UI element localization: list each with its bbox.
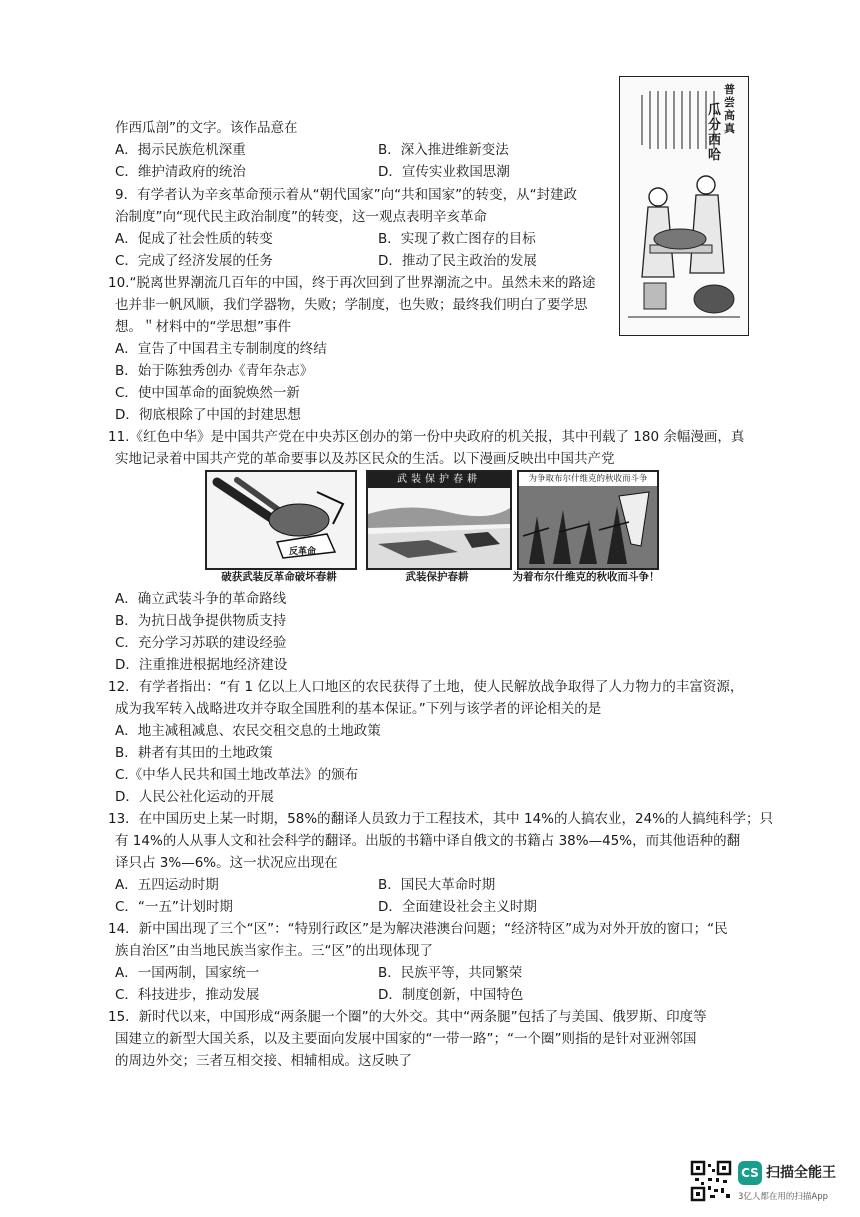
q10-stem-line-2: 也并非一帆风顺，我们学器物，失败；学制度，也失败；最终我们明白了要学思: [115, 297, 588, 313]
q9-option-c[interactable]: C．完成了经济发展的任务: [115, 253, 273, 269]
q14-option-a[interactable]: A．一国两制，国家统一: [115, 965, 260, 981]
q13-stem-line-3: 译只占 3%—6%。这一状况应出现在: [115, 855, 338, 871]
q13-option-a[interactable]: A．五四运动时期: [115, 877, 219, 893]
q11-cartoon-1: [205, 470, 357, 570]
q14-option-c[interactable]: C．科技进步，推动发展: [115, 987, 260, 1003]
qr-code-icon: [690, 1160, 732, 1202]
cartoon-1-drawing: [207, 472, 355, 568]
q11-option-a[interactable]: A．确立武装斗争的革命路线: [115, 591, 287, 607]
q12-stem-line-1: 12．有学者指出：“有 1 亿以上人口地区的农民获得了土地，使人民解放战争取得了人力物力的丰富资源，: [108, 679, 744, 695]
q8-figure-header: 普尝高真: [724, 83, 735, 135]
q11-cartoon-3: [517, 470, 659, 570]
q13-option-b[interactable]: B．国民大革命时期: [378, 877, 496, 893]
camscanner-logo-icon: [738, 1161, 762, 1185]
q13-stem-line-1: 13．在中国历史上某一时期，58%的翻译人员致力于工程技术，其中 14%的人搞农业，24%的人搞纯科学；只: [108, 811, 773, 827]
q11-cartoon-1-caption: 破获武装反革命破坏春耕: [221, 571, 337, 583]
q10-stem-line-3: 想。＂材料中的“学思想”事件: [115, 319, 291, 335]
q14-stem-line-1: 14．新中国出现了三个“区”：“特别行政区”是为解决港澳台问题；“经济特区”成为对外开放的窗口；“民: [108, 921, 728, 937]
q15-stem-line-2: 国建立的新型大国关系，以及主要面向发展中国家的“一带一路”；“一个圈”则指的是针对亚洲邻国: [115, 1031, 697, 1047]
q11-option-d[interactable]: D．注重推进根据地经济建设: [115, 657, 288, 673]
q10-option-d[interactable]: D．彻底根除了中国的封建思想: [115, 407, 301, 423]
q12-option-a[interactable]: A．地主减租减息、农民交租交息的土地政策: [115, 723, 381, 739]
q10-option-c[interactable]: C．使中国革命的面貌焕然一新: [115, 385, 300, 401]
q11-option-c[interactable]: C．充分学习苏联的建设经验: [115, 635, 287, 651]
q10-stem-line-1: 10.“脱离世界潮流几百年的中国，终于再次回到了世界潮流之中。虽然未来的路途: [108, 275, 596, 291]
footer-tagline: 3亿人都在用的扫描App: [738, 1192, 829, 1202]
q9-option-d[interactable]: D．推动了民主政治的发展: [378, 253, 537, 269]
q8-watermelon-illustration: [619, 76, 749, 336]
q12-stem-line-2: 成为我军转入战略进攻并夺取全国胜利的基本保证。”下列与该学者的评论相关的是: [115, 701, 602, 717]
q12-option-d[interactable]: D．人民公社化运动的开展: [115, 789, 274, 805]
q10-option-b[interactable]: B．始于陈独秀创办《青年杂志》: [115, 363, 314, 379]
q9-stem-line-1: 9．有学者认为辛亥革命预示着从“朝代国家”向“共和国家”的转变，从“封建政: [115, 187, 578, 203]
q14-option-b[interactable]: B．民族平等，共同繁荣: [378, 965, 523, 981]
cartoon-3-header: 为争取布尔什维克的秋收而斗争: [519, 472, 657, 486]
cartoon-1-inner-label: 反革命: [289, 547, 317, 557]
cartoon-2-drawing: [368, 488, 510, 568]
q8-figure-title: 瓜分西哈: [708, 103, 722, 163]
q14-stem-line-2: 族自治区”由当地民族当家作主。三“区”的出现体现了: [115, 943, 433, 959]
q9-option-a[interactable]: A．促成了社会性质的转变: [115, 231, 273, 247]
q13-stem-line-2: 有 14%的人从事人文和社会科学的翻译。出版的书籍中译自俄文的书籍占 38%—45%，而其他语种的翻: [115, 833, 741, 849]
q11-cartoon-2-caption: 武装保护春耕: [405, 571, 469, 583]
q11-stem-line-2: 实地记录着中国共产党的革命要事以及苏区民众的生活。以下漫画反映出中国共产党: [115, 451, 615, 467]
q11-cartoon-3-caption: 为着布尔什维克的秋收而斗争！: [512, 571, 660, 583]
cartoon-2-header: 武装保护春耕: [368, 472, 510, 488]
cartoon-3-drawing: [519, 486, 657, 568]
q12-option-c[interactable]: C.《中华人民共和国土地改革法》的颁布: [115, 767, 359, 783]
q15-stem-line-3: 的周边外交；三者互相交接、相辅相成。这反映了: [115, 1053, 412, 1069]
q10-option-a[interactable]: A．宣告了中国君主专制制度的终结: [115, 341, 327, 357]
footer-brand-name: 扫描全能王: [766, 1165, 836, 1181]
q12-option-b[interactable]: B．耕者有其田的土地政策: [115, 745, 273, 761]
q14-option-d[interactable]: D．制度创新，中国特色: [378, 987, 524, 1003]
q11-option-b[interactable]: B．为抗日战争提供物质支持: [115, 613, 287, 629]
q8-option-c[interactable]: C．维护清政府的统治: [115, 164, 246, 180]
q9-stem-line-2: 治制度”向“现代民主政治制度”的转变，这一观点表明辛亥革命: [115, 209, 487, 225]
q11-stem-line-1: 11.《红色中华》是中国共产党在中央苏区创办的第一份中央政府的机关报，其中刊载了 180 余幅漫画，真: [108, 429, 745, 445]
camscanner-logo-text: CS: [741, 1166, 759, 1180]
q8-stem-line: 作西瓜剖”的文字。该作品意在: [115, 120, 298, 136]
q13-option-d[interactable]: D．全面建设社会主义时期: [378, 899, 537, 915]
q13-option-c[interactable]: C．“一五”计划时期: [115, 899, 233, 915]
q8-option-b[interactable]: B．深入推进维新变法: [378, 142, 509, 158]
q8-option-a[interactable]: A．揭示民族危机深重: [115, 142, 246, 158]
q8-option-d[interactable]: D．宣传实业救国思潮: [378, 164, 510, 180]
q9-option-b[interactable]: B．实现了救亡图存的目标: [378, 231, 536, 247]
q15-stem-line-1: 15．新时代以来，中国形成“两条腿一个圈”的大外交。其中“两条腿”包括了与美国、俄罗斯、印度等: [108, 1009, 707, 1025]
q11-cartoon-2: [366, 470, 512, 570]
